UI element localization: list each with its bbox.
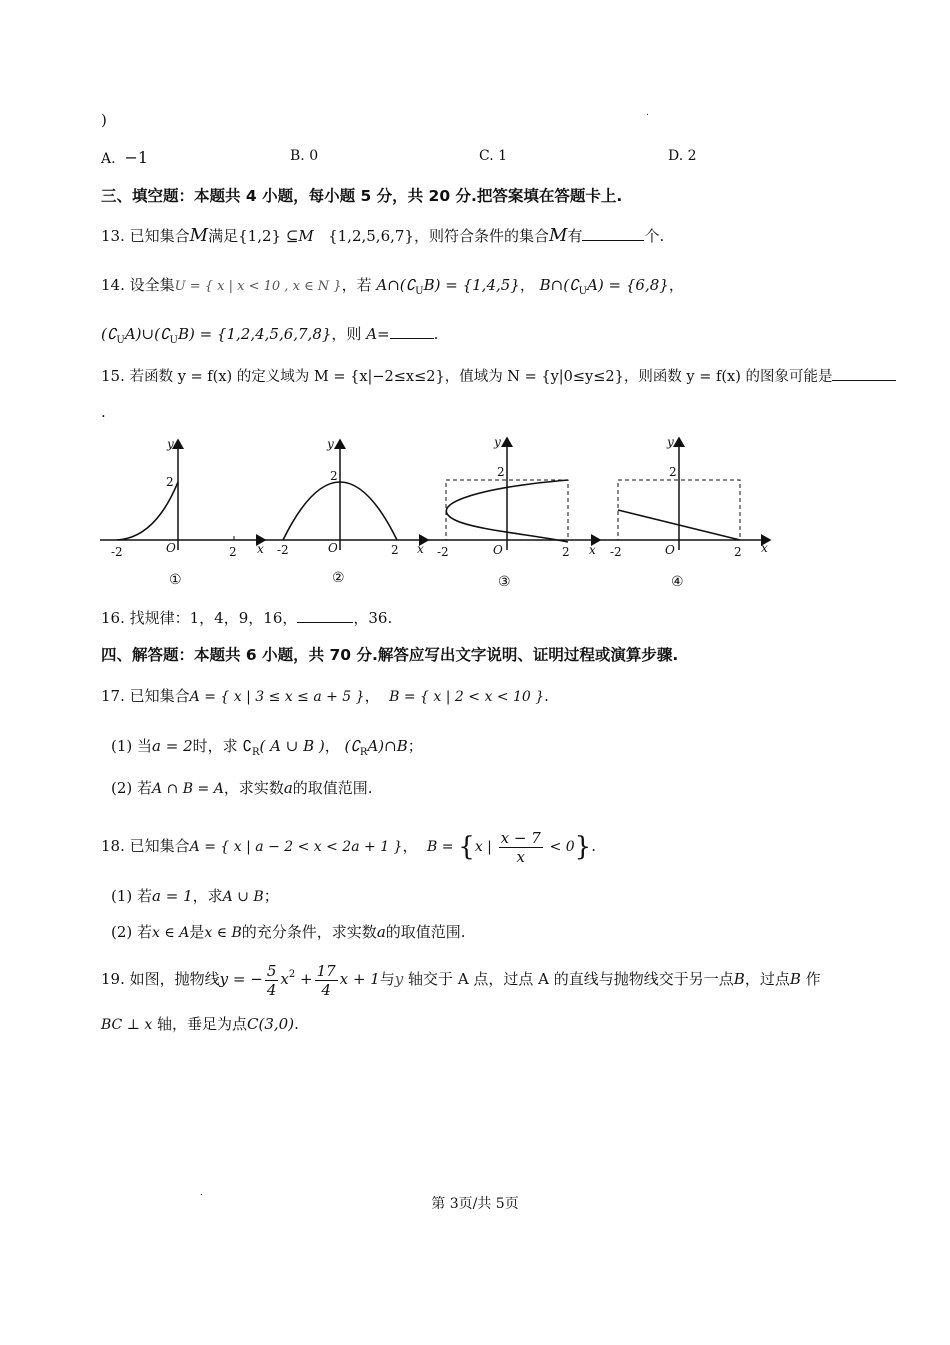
- footer-dot: .: [200, 1188, 203, 1198]
- question-14-line-1: 14. 设全集U = { x | x < 10 , x ∈ N }，若 $A\cap(∁_UB) = \{1,4,5\}$， $B\cap(∁_UA) = \{6,8\}$，: [101, 276, 684, 297]
- graph-label: ②: [332, 570, 345, 586]
- question-17-part-2: (2) 若A ∩ B = A，求实数a的取值范围.: [111, 779, 373, 797]
- y-label: y: [327, 437, 334, 451]
- tick-x-2: 2: [391, 543, 399, 557]
- function-graphs: [95, 430, 785, 595]
- question-13: 13. 已知集合M满足{1,2} ⊆M {1,2,5,6,7}，则符合条件的集合M有 个.: [101, 225, 665, 246]
- tick-y-2: 2: [497, 465, 505, 479]
- question-18-part-1: (1) 若a = 1，求A ∪ B；: [111, 887, 279, 905]
- x-label: x: [761, 541, 768, 555]
- tick-x-neg2: -2: [437, 545, 449, 559]
- page-number: 第 3页/共 5页: [431, 1196, 519, 1212]
- option-c: C. 1: [479, 148, 508, 164]
- graph-1: [100, 437, 265, 588]
- question-19: 19. 如图，抛物线y = − $\frac{5}{4}$ $x^2$ + $\frac{17}{4}$ x + 1与y 轴交于 A 点，过点 A 的直线与抛物线交于另一点B，过点B 作: [101, 961, 821, 999]
- tick-y-2: 2: [669, 465, 677, 479]
- tick-x-2: 2: [229, 545, 237, 559]
- question-15-dot: .: [101, 403, 106, 421]
- y-label: y: [167, 437, 174, 451]
- option-a: A. −1: [101, 148, 149, 167]
- y-label: y: [667, 435, 674, 449]
- tick-x-2: 2: [734, 545, 742, 559]
- tick-y-2: 2: [330, 469, 338, 483]
- question-14-line-2: $(∁_UA)\cup(∁_UB) = \{1,2,4,5,6,7,8\}$，则 A= .: [101, 325, 439, 346]
- graph-label: ①: [169, 572, 182, 588]
- tick-x-2: 2: [562, 545, 570, 559]
- x-label: x: [257, 542, 264, 556]
- tick-x-neg2: -2: [610, 545, 622, 559]
- question-19-line-2: BC ⊥ x 轴，垂足为点C(3,0).: [101, 1015, 299, 1033]
- question-18-part-2: (2) 若x ∈ A是x ∈ B的充分条件，求实数a的取值范围.: [111, 923, 466, 941]
- continued-paren: ): [101, 111, 107, 129]
- graph-3: [428, 435, 600, 590]
- origin-label: O: [328, 541, 338, 555]
- option-d: D. 2: [668, 148, 697, 164]
- graph-2: [265, 437, 428, 586]
- origin-label: O: [493, 543, 503, 557]
- tick-y-2: 2: [166, 475, 174, 489]
- x-label: x: [589, 543, 596, 557]
- x-label: x: [417, 542, 424, 556]
- question-16: 16. 找规律：1，4，9，16， ，36.: [101, 609, 393, 627]
- option-b: B. 0: [290, 148, 319, 164]
- stray-dot: .: [646, 108, 649, 118]
- question-17-part-1: (1) 当a = 2时，求 $∁_R$( A ∪ B )， $(∁_RA)\cap B$；: [111, 737, 423, 758]
- question-15: 15. 若函数 y = f(x) 的定义域为 M = {x|−2≤x≤2}，值域为 N = {y|0≤y≤2}，则函数 y = f(x) 的图象可能是: [101, 366, 896, 387]
- tick-x-neg2: -2: [111, 545, 123, 559]
- graph-label: ③: [498, 574, 511, 590]
- y-label: y: [494, 435, 501, 449]
- tick-x-neg2: -2: [277, 543, 289, 557]
- section-3-heading: 三、填空题：本题共 4 小题，每小题 5 分，共 20 分.把答案填在答题卡上.: [101, 187, 623, 205]
- graph-4: [600, 435, 770, 590]
- section-4-heading: 四、解答题：本题共 6 小题，共 70 分.解答应写出文字说明、证明过程或演算步骤.: [101, 646, 679, 664]
- question-18: 18. 已知集合A = { x | a − 2 < x < 2a + 1 }， B = {x | $\frac{x - 7}{x}$ < 0}.: [101, 828, 596, 866]
- question-17: 17. 已知集合A = { x | 3 ≤ x ≤ a + 5 }， B = { x | 2 < x < 10 }.: [101, 687, 549, 705]
- graph-label: ④: [671, 574, 684, 590]
- origin-label: O: [665, 543, 675, 557]
- origin-label: O: [166, 541, 176, 555]
